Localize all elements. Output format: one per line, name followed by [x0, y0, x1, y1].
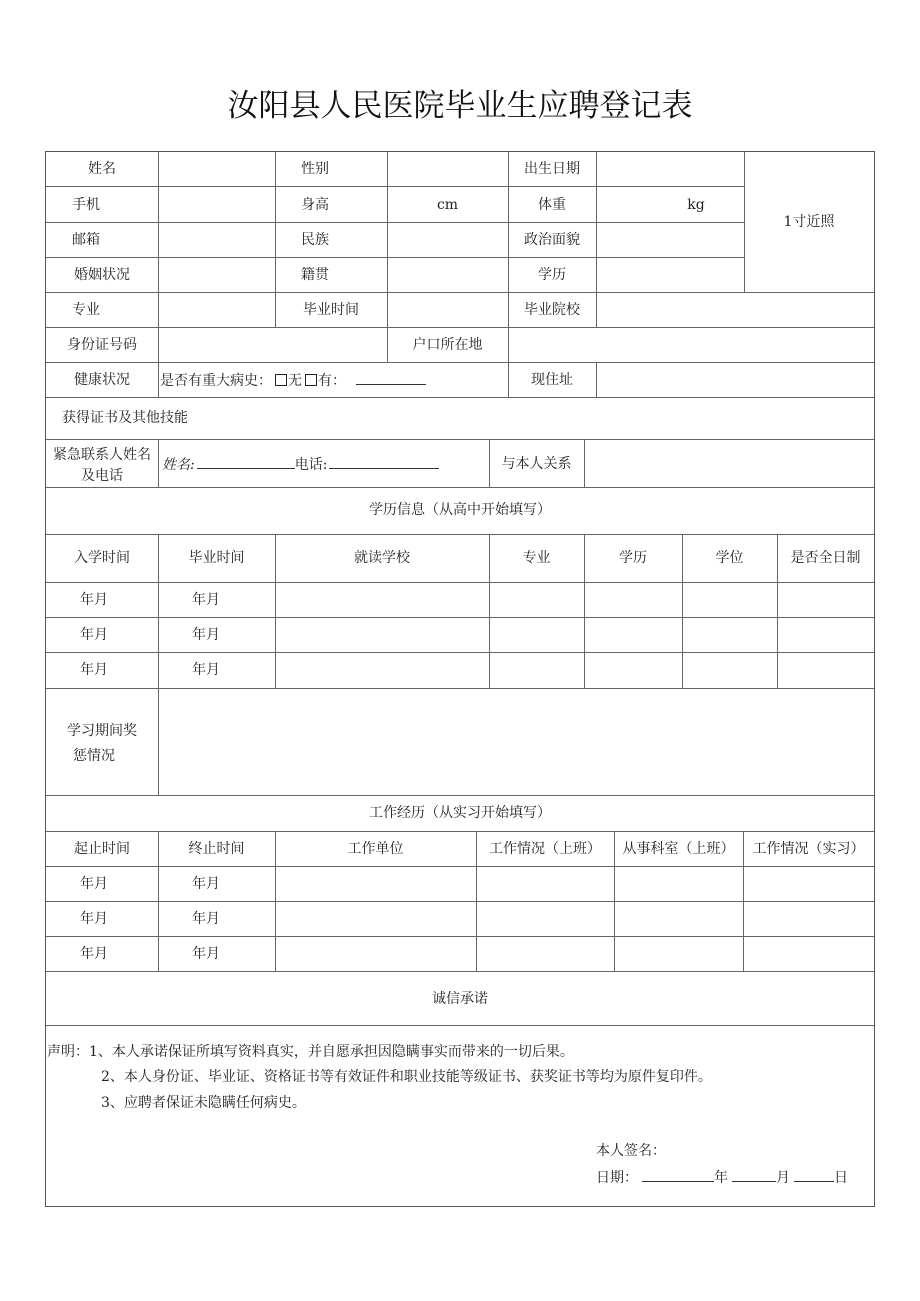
row-line: [46, 831, 874, 832]
edu-header-degree: 学位: [715, 550, 744, 566]
row-line: [46, 617, 874, 618]
work-header-end: 终止时间: [188, 841, 245, 857]
edu-header-fulltime: 是否全日制: [790, 550, 861, 566]
edu-header-education: 学历: [619, 550, 647, 566]
address-label: 现住址: [531, 372, 573, 388]
graduation-school-label: 毕业院校: [524, 302, 580, 318]
date-month-label: 月: [776, 1170, 790, 1186]
illness-no-label: 无: [288, 373, 302, 389]
row-line: [46, 487, 874, 488]
row-line: [46, 936, 874, 937]
height-label: 身高: [301, 197, 329, 213]
relationship-label: 与本人关系: [501, 456, 572, 472]
statement-1: 声明：1、本人承诺保证所填写资料真实，并自愿承担因隐瞒事实而带来的一切后果。: [47, 1044, 574, 1060]
illness-question: [160, 371, 426, 390]
work-row-end: 年月: [192, 911, 220, 927]
row-line: [46, 582, 874, 583]
col-line: [158, 439, 159, 487]
work-row-end: 年月: [192, 876, 220, 892]
edu-row-start: 年月: [80, 662, 108, 678]
weight-unit: kg: [687, 197, 705, 213]
birth-date-label: 出生日期: [524, 161, 580, 177]
signature-label: 本人签名：: [596, 1143, 666, 1159]
graduation-time-label: 毕业时间: [303, 302, 359, 318]
awards-label-1: 学习期间奖: [67, 723, 137, 739]
row-line: [46, 534, 874, 535]
email-label: 邮箱: [72, 232, 100, 248]
row-line: [46, 1025, 874, 1026]
work-section-heading: 工作经历（从实习开始填写）: [369, 805, 551, 821]
row-line: [46, 866, 874, 867]
height-unit: cm: [436, 197, 459, 213]
checkbox-yes[interactable]: [305, 374, 317, 386]
col-line: [158, 327, 159, 362]
row-line: [46, 439, 874, 440]
work-header-status: 工作情况（上班）: [489, 841, 601, 857]
emergency-contact-label-2: 及电话: [81, 468, 123, 484]
row-line: [46, 222, 744, 223]
major-label: 专业: [72, 302, 100, 318]
col-line: [158, 362, 159, 397]
emergency-name-label: 姓名:: [162, 457, 195, 473]
statement-3: 3、应聘者保证未隐瞒任何病史。: [101, 1095, 306, 1111]
row-line: [46, 688, 874, 689]
row-line: [46, 186, 744, 187]
date-day-blank[interactable]: [794, 1168, 834, 1182]
col-line: [596, 362, 597, 397]
col-line: [158, 152, 159, 327]
work-header-department: 从事科室（上班）: [622, 841, 735, 857]
emergency-name-blank[interactable]: [197, 455, 295, 469]
edu-header-start: 入学时间: [74, 550, 130, 566]
emergency-phone-label: 电话:: [294, 457, 328, 473]
emergency-contact-label-1: 紧急联系人姓名: [53, 447, 151, 463]
checkbox-no[interactable]: [275, 374, 287, 386]
work-row-start: 年月: [80, 911, 108, 927]
hukou-label: 户口所在地: [412, 337, 483, 353]
edu-row-end: 年月: [192, 662, 220, 678]
col-line: [387, 292, 388, 327]
work-row-start: 年月: [80, 876, 108, 892]
row-line: [46, 795, 874, 796]
emergency-phone-blank[interactable]: [329, 455, 439, 469]
row-line: [46, 362, 874, 363]
work-row-start: 年月: [80, 946, 108, 962]
edu-row-end: 年月: [192, 627, 220, 643]
weight-label: 体重: [538, 197, 566, 213]
photo-placeholder: 1寸近照: [783, 214, 835, 230]
edu-header-school: 就读学校: [354, 550, 410, 566]
illness-question-text: 是否有重大病史：: [160, 373, 272, 389]
gender-label: 性别: [301, 161, 329, 177]
work-header-internship: 工作情况（实习）: [752, 841, 865, 857]
phone-label: 手机: [72, 197, 100, 213]
illness-detail-blank[interactable]: [356, 371, 426, 385]
work-header-start: 起止时间: [74, 841, 130, 857]
name-label: 姓名: [88, 161, 116, 177]
row-line: [46, 327, 874, 328]
form-title: 汝阳县人民医院毕业生应聘登记表: [227, 88, 693, 124]
edu-row-start: 年月: [80, 627, 108, 643]
row-line: [46, 901, 874, 902]
registration-form: [45, 151, 875, 1207]
id-number-label: 身份证号码: [67, 337, 137, 353]
work-header-employer: 工作单位: [347, 841, 404, 857]
row-line: [46, 652, 874, 653]
political-status-label: 政治面貌: [524, 232, 580, 248]
date-label: 日期：: [596, 1170, 638, 1186]
col-line: [584, 439, 585, 487]
edu-row-start: 年月: [80, 592, 108, 608]
col-line: [387, 152, 388, 292]
edu-row-end: 年月: [192, 592, 220, 608]
work-row-end: 年月: [192, 946, 220, 962]
date-year-blank[interactable]: [642, 1168, 714, 1182]
date-year-label: 年: [714, 1170, 728, 1186]
row-line: [46, 257, 744, 258]
awards-label-2: 惩情况: [73, 748, 115, 764]
education-label: 学历: [538, 267, 566, 283]
date-month-blank[interactable]: [732, 1168, 776, 1182]
marital-status-label: 婚姻状况: [74, 267, 130, 283]
health-label: 健康状况: [74, 372, 130, 388]
row-line: [46, 292, 874, 293]
row-line: [46, 971, 874, 972]
date-day-label: 日: [834, 1170, 848, 1186]
col-line: [596, 152, 597, 327]
row-line: [46, 397, 874, 398]
integrity-heading: 诚信承诺: [432, 991, 488, 1007]
edu-header-major: 专业: [522, 550, 551, 566]
education-section-heading: 学历信息（从高中开始填写）: [369, 502, 551, 518]
ethnicity-label: 民族: [301, 232, 329, 248]
certificates-label: 获得证书及其他技能: [62, 410, 188, 426]
native-place-label: 籍贯: [301, 267, 329, 283]
statement-2: 2、本人身份证、毕业证、资格证书等有效证件和职业技能等级证书、获奖证书等均为原件复印件。: [101, 1069, 712, 1085]
illness-yes-label: 有：: [318, 373, 346, 389]
emergency-contact-fields: [162, 455, 439, 474]
edu-header-end: 毕业时间: [188, 550, 245, 566]
date-line: [596, 1168, 848, 1187]
